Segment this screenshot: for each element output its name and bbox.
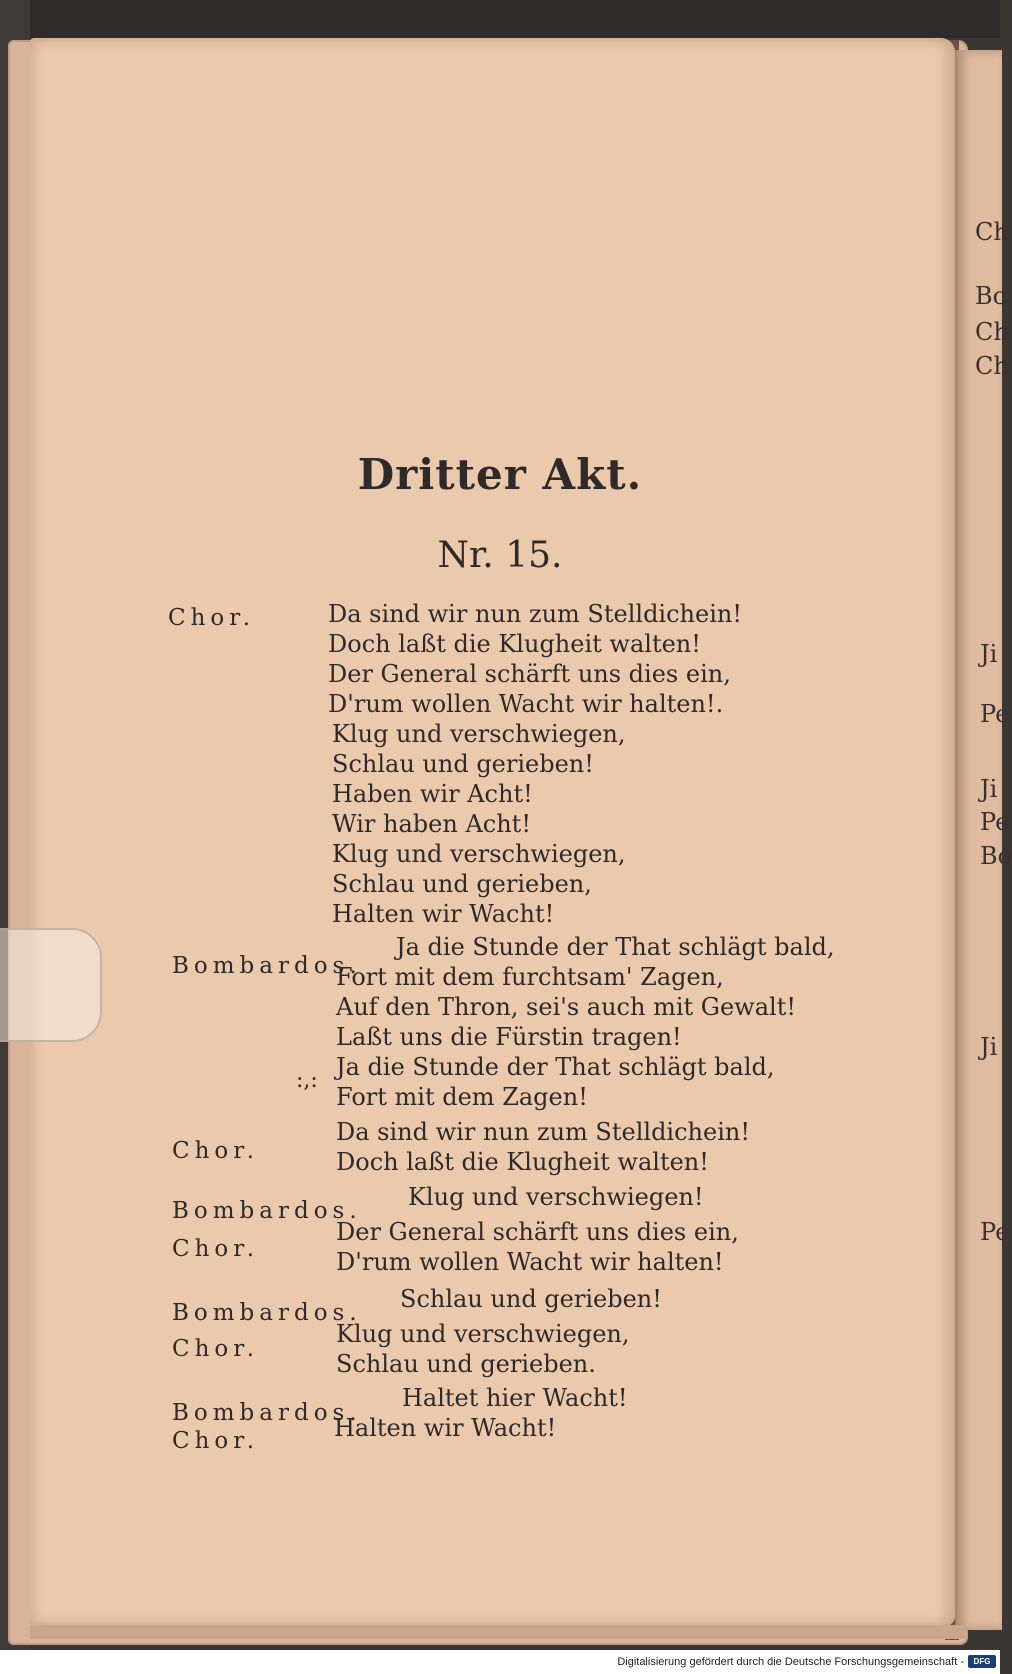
verse-line: Klug und verschwiegen, [336,1320,630,1348]
verse-line: Der General schärft uns dies ein, [336,1218,739,1246]
verse-line: Schlau und gerieben! [332,750,594,778]
funding-credit: Digitalisierung gefördert durch die Deutsche Forschungsgemeinschaft - [617,1656,964,1668]
verse-line: Ja die Stunde der That schlägt bald, [396,933,835,961]
scanner-top-edge [0,0,1000,38]
facing-fragment: Ch [975,218,1009,246]
speaker-chor: Chor. [172,1336,260,1362]
act-title: Dritter Akt. [357,450,643,499]
repeat-sign: :,: [296,1068,318,1093]
verse-line: Auf den Thron, sei's auch mit Gewalt! [336,993,796,1021]
digitization-footer [0,1650,1000,1674]
verse-line: Klug und verschwiegen, [332,840,626,868]
verse-line: Fort mit dem Zagen! [336,1083,588,1111]
verse-line: Ja die Stunde der That schlägt bald, [336,1053,775,1081]
facing-fragment: Bo [980,842,1012,870]
facing-fragment: Ji [980,1033,998,1061]
verse-line: Haltet hier Wacht! [402,1384,628,1412]
verse-line: Der General schärft uns dies ein, [328,660,731,688]
verse-line: D'rum wollen Wacht wir halten!. [328,690,724,718]
verse-line: Doch laßt die Klugheit walten! [328,630,701,658]
verse-line: Da sind wir nun zum Stelldichein! [336,1118,750,1146]
facing-fragment: Pe [980,700,1010,728]
facing-fragment: Ch [975,352,1009,380]
facing-fragment: Pe [980,808,1010,836]
verse-line: Halten wir Wacht! [334,1414,557,1442]
speaker-bombardos: Bombardos. [172,1198,362,1224]
verse-line: Halten wir Wacht! [332,900,555,928]
verse-line: Wir haben Acht! [332,810,531,838]
dfg-logo-icon: DFG [968,1655,996,1668]
number-heading: Nr. 15. [437,535,563,576]
verse-line: Schlau und gerieben! [400,1285,662,1313]
verse-line: Haben wir Acht! [332,780,533,808]
verse-line: Klug und verschwiegen! [408,1183,704,1211]
speaker-bombardos: Bombardos. [172,1400,362,1426]
speaker-chor: Chor. [172,1236,260,1262]
page-tab-marker [0,928,102,1042]
facing-fragment: Ji [980,640,998,668]
speaker-chor: Chor. [168,605,256,631]
speaker-chor: Chor. [172,1138,260,1164]
verse-line: Schlau und gerieben. [336,1350,596,1378]
verse-line: Klug und verschwiegen, [332,720,626,748]
verse-line: Schlau und gerieben, [332,870,592,898]
facing-fragment: Ji [980,775,998,803]
verse-line: Fort mit dem furchtsam' Zagen, [336,963,724,991]
facing-fragment: Ch [975,318,1009,346]
verse-line: Doch laßt die Klugheit walten! [336,1148,709,1176]
speaker-bombardos: Bombardos. [172,953,362,979]
page-bottom-edge [30,1625,965,1639]
facing-fragment: Bo [975,282,1008,310]
verse-line: Da sind wir nun zum Stelldichein! [328,600,742,628]
speaker-chor: Chor. [172,1428,260,1454]
facing-fragment: Pe [980,1218,1010,1246]
speaker-bombardos: Bombardos. [172,1300,362,1326]
verse-line: Laßt uns die Fürstin tragen! [336,1023,682,1051]
verse-line: D'rum wollen Wacht wir halten! [336,1248,724,1276]
